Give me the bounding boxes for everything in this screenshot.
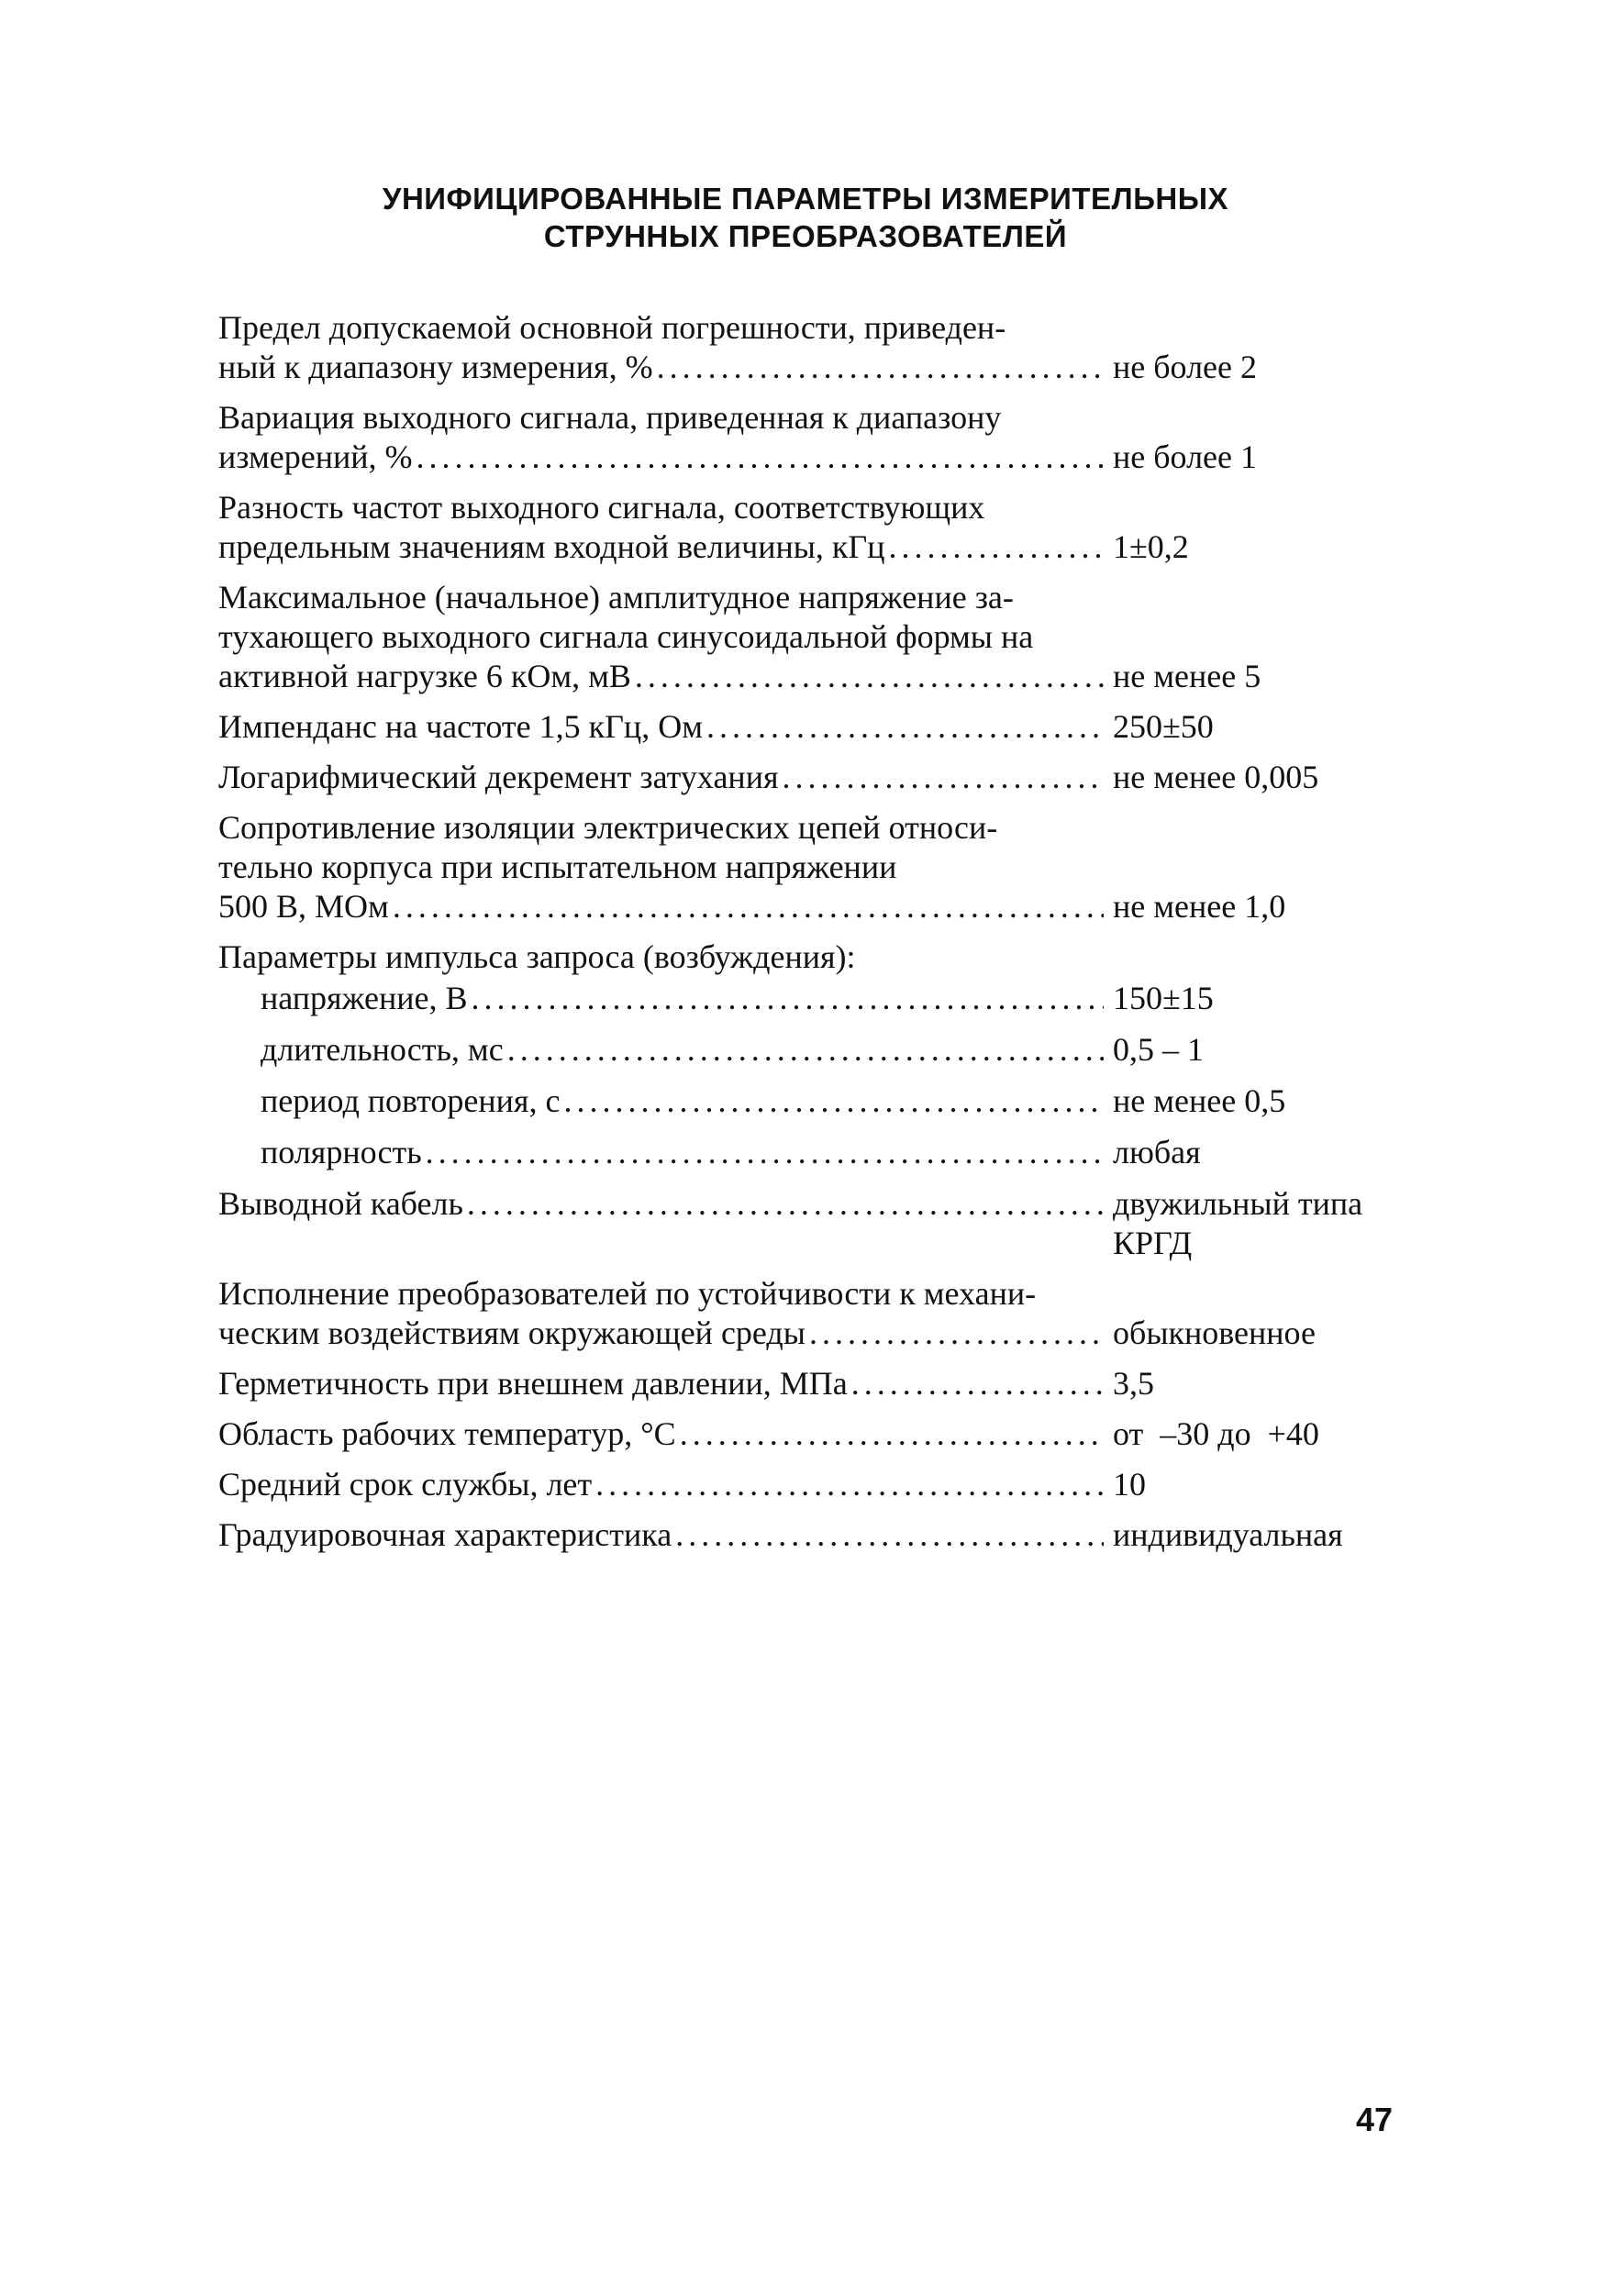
param-row-cable (218, 1184, 1429, 1263)
dot-leader (676, 1414, 1104, 1454)
param-value: индивидуальная (1113, 1516, 1343, 1553)
param-value: 3,5 (1113, 1365, 1154, 1402)
dot-leader (806, 1314, 1104, 1353)
param-subrow-voltage (218, 979, 1429, 1018)
title-line-2: СТРУННЫХ ПРЕОБРАЗОВАТЕЛЕЙ (543, 219, 1068, 253)
param-value: 0,5 – 1 (1113, 1031, 1204, 1068)
param-value: 1±0,2 (1113, 528, 1189, 565)
dot-leader (848, 1364, 1104, 1403)
param-value: 10 (1113, 1466, 1146, 1503)
dot-leader (672, 1515, 1104, 1555)
dot-leader (631, 657, 1104, 696)
param-name: Выводной кабель . . . (218, 1184, 1104, 1224)
param-row-frequency-diff (218, 488, 1429, 567)
param-name: полярность . . . (261, 1133, 1104, 1172)
param-row-variation (218, 398, 1429, 477)
param-value: 250±50 (1113, 708, 1214, 745)
dot-leader (468, 979, 1105, 1018)
dot-leader (885, 527, 1105, 567)
param-row-calibration (218, 1515, 1429, 1555)
dot-leader (504, 1030, 1104, 1070)
param-value: не более 1 (1113, 438, 1258, 475)
param-value: 150±15 (1113, 980, 1214, 1016)
param-row-mechanical (218, 1274, 1429, 1353)
param-value: любая (1113, 1134, 1201, 1170)
param-subrow-period (218, 1081, 1429, 1121)
param-row-impedance (218, 707, 1429, 747)
dot-leader (779, 758, 1104, 797)
param-row-error-limit (218, 308, 1429, 387)
param-row-pulse-header (218, 937, 1429, 977)
param-name: Предел допускаемой основной погрешности, приведен- ный к диапазону измерения, % . . . (218, 308, 1104, 387)
dot-leader (560, 1081, 1104, 1121)
param-name: Импенданс на частоте 1,5 кГц, Ом . . . (218, 707, 1104, 747)
page-number: 47 (1356, 2101, 1394, 2138)
param-name: Герметичность при внешнем давлении, МПа . . . (218, 1364, 1104, 1403)
param-value: не менее 5 (1113, 658, 1261, 694)
param-row-insulation (218, 808, 1429, 926)
param-name: Параметры импульса запроса (возбуждения): (218, 938, 856, 975)
title-line-1: УНИФИЦИРОВАННЫЕ ПАРАМЕТРЫ ИЗМЕРИТЕЛЬНЫХ (382, 182, 1229, 216)
param-name: Вариация выходного сигнала, приведенная к диапазону измерений, % . . . (218, 398, 1104, 477)
param-name: Средний срок службы, лет . . . (218, 1465, 1104, 1504)
param-value: не менее 0,5 (1113, 1082, 1286, 1119)
param-value: не менее 0,005 (1113, 759, 1319, 795)
param-value: не более 2 (1113, 349, 1258, 385)
dot-leader (653, 348, 1104, 387)
dot-leader (703, 707, 1104, 747)
param-value: двужильный типа КРГД (1113, 1185, 1363, 1261)
dot-leader (389, 887, 1104, 926)
parameters-list (218, 308, 1429, 1566)
param-name: Сопротивление изоляции электрических цепей относи- тельно корпуса при испытательном напряжении 500 В, МОм . . . (218, 808, 1104, 926)
param-value: обыкновенное (1113, 1314, 1316, 1351)
param-name: Исполнение преобразователей по устойчивости к механи- ческим воздействиям окружающей среды . . . (218, 1274, 1104, 1353)
param-name: Область рабочих температур, °С . . . (218, 1414, 1104, 1454)
param-row-temperature (218, 1414, 1429, 1454)
param-row-amplitude-voltage (218, 578, 1429, 696)
param-value: от –30 до +40 (1113, 1415, 1319, 1452)
param-row-damping (218, 758, 1429, 797)
param-name: Максимальное (начальное) амплитудное напряжение за- тухающего выходного сигнала синусоидальной формы на активной нагрузке 6 кОм, мВ . . . (218, 578, 1104, 696)
param-name: Логарифмический декремент затухания . . . (218, 758, 1104, 797)
dot-leader (413, 438, 1105, 477)
param-name: период повторения, с . . . (261, 1081, 1104, 1121)
param-name: Градуировочная характеристика . . . (218, 1515, 1104, 1555)
param-subrow-polarity (218, 1133, 1429, 1172)
page-title (0, 180, 1611, 255)
param-subrow-duration (218, 1030, 1429, 1070)
dot-leader (422, 1133, 1104, 1172)
dot-leader (463, 1184, 1104, 1224)
param-row-service-life (218, 1465, 1429, 1504)
dot-leader (592, 1465, 1104, 1504)
param-row-sealing (218, 1364, 1429, 1403)
param-value: не менее 1,0 (1113, 888, 1286, 925)
param-name: Разность частот выходного сигнала, соответствующих предельным значениям входной величины, кГц . . . (218, 488, 1104, 567)
param-name: длительность, мс . . . (261, 1030, 1104, 1070)
param-name: напряжение, В . . . (261, 979, 1104, 1018)
